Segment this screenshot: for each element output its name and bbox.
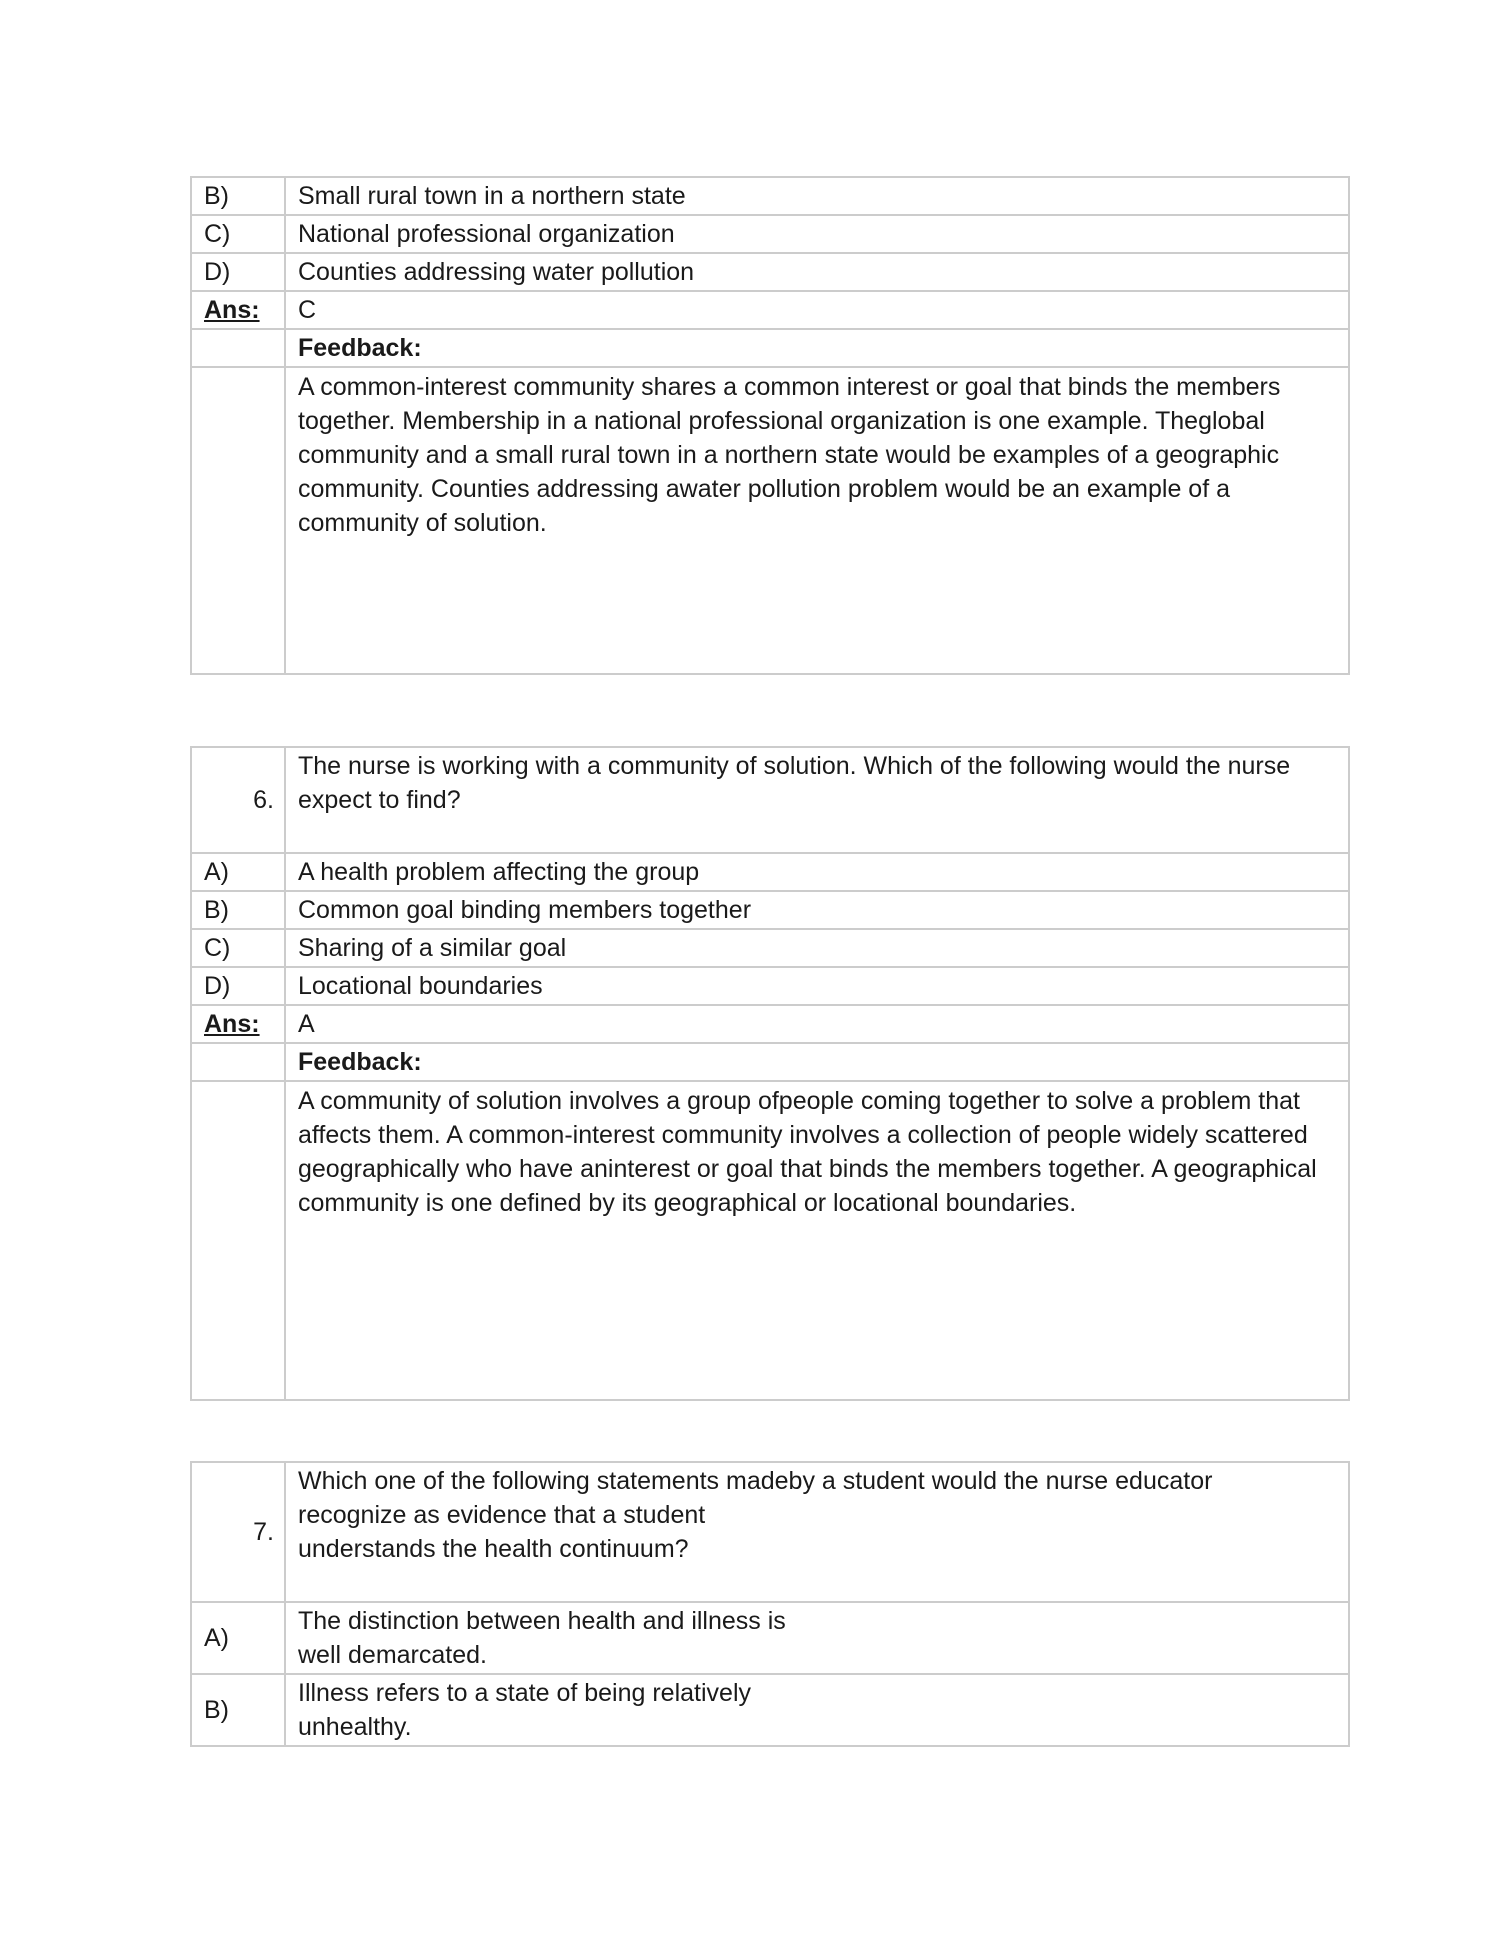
question-row [191,747,1349,853]
option-letter: D) [191,253,285,291]
option-text: Common goal binding members together [285,891,1349,929]
feedback-header-row [191,1043,1349,1081]
option-letter: B) [191,1674,285,1746]
option-row-a [191,853,1349,891]
feedback-text: A common-interest community shares a common interest or goal that binds the members together. Membership in a national professional organization is one example. Theglobal community and a small rural town in a northern state would be examples of a geographic community. Counties addressing awater pollution problem would be an example of a community of solution. [285,367,1349,674]
option-text: Small rural town in a northern state [285,177,1349,215]
option-text: Locational boundaries [285,967,1349,1005]
option-row-b [191,177,1349,215]
option-letter: A) [191,853,285,891]
option-text: Counties addressing water pollution [285,253,1349,291]
question-number: 6. [191,747,285,853]
feedback-label: Feedback: [285,329,1349,367]
option-text: A health problem affecting the group [285,853,1349,891]
answer-value: C [285,291,1349,329]
option-text: National professional organization [285,215,1349,253]
feedback-text: A community of solution involves a group ofpeople coming together to solve a problem that affects them. A common-interest community involves a collection of people widely scattered geographically who have aninterest or goal that binds the members together. A geographical community is one defined by its geographical or locational boundaries. [285,1081,1349,1400]
answer-label: Ans: [204,1010,260,1038]
question-6-table [190,746,1350,1401]
option-letter: B) [191,891,285,929]
option-letter: C) [191,929,285,967]
question-line: Which one of the following statements madeby a student would the nurse educator [298,1467,1213,1495]
feedback-row [191,367,1349,674]
option-row-d [191,253,1349,291]
option-row-b [191,1674,1349,1746]
option-text: Sharing of a similar goal [285,929,1349,967]
question-5-table [190,176,1350,675]
option-row-c [191,215,1349,253]
option-letter: D) [191,967,285,1005]
question-text: The nurse is working with a community of solution. Which of the following would the nurse expect to find? [285,747,1349,853]
option-letter: A) [191,1602,285,1674]
option-row-a [191,1602,1349,1674]
answer-row [191,291,1349,329]
question-line: understands the health continuum? [298,1535,689,1563]
question-line: recognize as evidence that a student [298,1501,706,1529]
question-row [191,1462,1349,1602]
option-row-c [191,929,1349,967]
option-row-b [191,891,1349,929]
question-number: 7. [191,1462,285,1602]
feedback-row [191,1081,1349,1400]
option-row-d [191,967,1349,1005]
answer-label: Ans: [204,296,260,324]
question-7-table [190,1461,1350,1747]
question-text [285,1462,1349,1602]
feedback-label: Feedback: [285,1043,1349,1081]
option-letter: C) [191,215,285,253]
answer-value: A [285,1005,1349,1043]
option-text: Illness refers to a state of being relatively unhealthy. [285,1674,1349,1746]
option-text: The distinction between health and illness is well demarcated. [285,1602,1349,1674]
feedback-header-row [191,329,1349,367]
answer-row [191,1005,1349,1043]
option-letter: B) [191,177,285,215]
